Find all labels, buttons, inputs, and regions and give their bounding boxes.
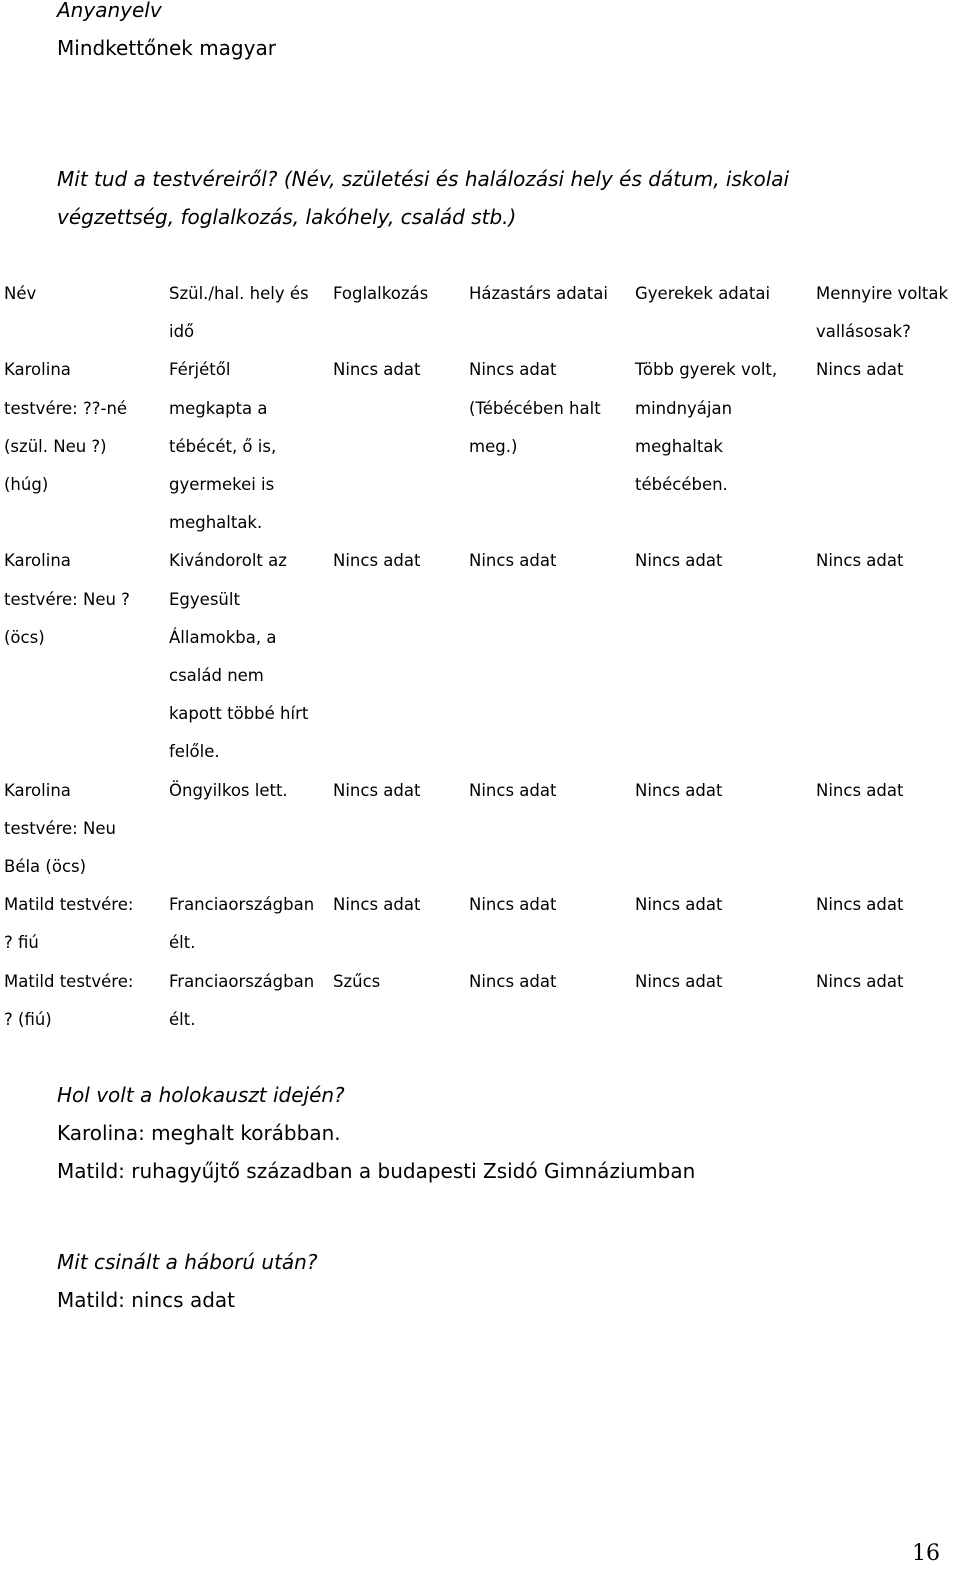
table-cell — [333, 886, 469, 962]
section-siblings — [57, 160, 789, 236]
table-cell — [635, 886, 816, 962]
cell-line: Nincs adat — [469, 551, 557, 571]
table-cell — [469, 772, 635, 887]
table-cell — [169, 772, 333, 887]
cell-line: Nincs adat — [635, 895, 723, 915]
section-mother-tongue — [57, 0, 276, 67]
table-cell — [816, 772, 958, 887]
table-cell — [4, 275, 169, 351]
table-row — [4, 772, 958, 887]
cell-line: kapott többé hírt — [169, 704, 309, 724]
cell-line: Nincs adat — [816, 895, 904, 915]
table-cell — [4, 351, 169, 542]
cell-line: Nincs adat — [816, 360, 904, 380]
answer-holocaust-matild: Matild: ruhagyűjtő században a budapesti Zsidó Gimnáziumban — [57, 1159, 696, 1183]
table-cell — [635, 351, 816, 542]
cell-line: Nincs adat — [333, 551, 421, 571]
cell-line: ? fiú — [4, 933, 39, 953]
section-after-war — [57, 1243, 317, 1319]
table-cell — [333, 963, 469, 1039]
cell-line: család nem — [169, 666, 264, 686]
table-row — [4, 542, 958, 771]
cell-line: élt. — [169, 1009, 196, 1029]
question-siblings-line1: Mit tud a testvéreiről? (Név, születési és halálozási hely és dátum, iskolai — [57, 167, 790, 191]
cell-line: felőle. — [169, 742, 220, 762]
table-cell — [333, 772, 469, 887]
cell-line: testvére: Neu — [4, 818, 116, 838]
table-cell — [635, 772, 816, 887]
table-cell — [816, 886, 958, 962]
cell-line: ? (fiú) — [4, 1009, 52, 1029]
table-cell — [816, 351, 958, 542]
cell-line: Kivándorolt az — [169, 551, 287, 571]
cell-line: mindnyájan — [635, 398, 733, 418]
cell-line: Nincs adat — [816, 551, 904, 571]
cell-line: (Tébécében halt — [469, 398, 601, 418]
cell-line: Franciaországban — [169, 895, 315, 915]
cell-line: Öngyilkos lett. — [169, 780, 288, 800]
cell-line: Nincs adat — [816, 780, 904, 800]
cell-line: Karolina — [4, 780, 71, 800]
cell-line: Matild testvére: — [4, 971, 134, 991]
answer-after-war: Matild: nincs adat — [57, 1288, 235, 1312]
cell-line: Karolina — [4, 551, 71, 571]
cell-line: vallásosak? — [816, 322, 911, 342]
cell-line: Nincs adat — [333, 895, 421, 915]
table-row — [4, 963, 958, 1039]
cell-line: Nincs adat — [333, 780, 421, 800]
cell-line: (húg) — [4, 475, 49, 495]
table-cell — [469, 963, 635, 1039]
table-cell — [169, 275, 333, 351]
cell-line: Nincs adat — [635, 971, 723, 991]
table-cell — [816, 963, 958, 1039]
table-cell — [169, 886, 333, 962]
section-holocaust — [57, 1076, 695, 1190]
table-row — [4, 886, 958, 962]
table-cell — [169, 351, 333, 542]
cell-line: Foglalkozás — [333, 284, 429, 303]
siblings-table — [4, 275, 958, 1039]
cell-line: meghaltak — [635, 436, 723, 456]
cell-line: Nincs adat — [635, 780, 723, 800]
table-cell — [169, 542, 333, 771]
table-cell — [4, 886, 169, 962]
cell-line: Nincs adat — [469, 360, 557, 380]
cell-line: idő — [169, 322, 195, 342]
page-number: 16 — [912, 1541, 940, 1566]
table-cell — [333, 542, 469, 771]
cell-line: Béla (öcs) — [4, 857, 87, 877]
cell-line: testvére: Neu ? — [4, 589, 130, 609]
cell-line: (öcs) — [4, 627, 45, 647]
table-cell — [469, 542, 635, 771]
table-cell — [469, 275, 635, 351]
cell-line: Matild testvére: — [4, 895, 134, 915]
table-cell — [4, 963, 169, 1039]
table-cell — [635, 275, 816, 351]
table-cell — [816, 275, 958, 351]
cell-line: Mennyire voltak — [816, 284, 949, 303]
cell-line: Nincs adat — [469, 895, 557, 915]
cell-line: Franciaországban — [169, 971, 315, 991]
cell-line: Több gyerek volt, — [635, 360, 778, 380]
table-cell — [333, 275, 469, 351]
cell-line: Államokba, a — [169, 627, 277, 647]
table-cell — [635, 542, 816, 771]
answer-mother-tongue: Mindkettőnek magyar — [57, 36, 276, 60]
table-header-row — [4, 275, 958, 351]
cell-line: élt. — [169, 933, 196, 953]
table-cell — [469, 351, 635, 542]
cell-line: Egyesült — [169, 589, 240, 609]
cell-line: Szűcs — [333, 971, 381, 991]
cell-line: tébécét, ő is, — [169, 436, 277, 456]
cell-line: Nincs adat — [469, 971, 557, 991]
cell-line: Nincs adat — [469, 780, 557, 800]
table-cell — [4, 772, 169, 887]
cell-line: Férjétől — [169, 360, 231, 380]
question-after-war: Mit csinált a háború után? — [57, 1250, 318, 1274]
cell-line: meg.) — [469, 436, 518, 456]
question-siblings-line2: végzettség, foglalkozás, lakóhely, család stb.) — [57, 205, 517, 229]
cell-line: meghaltak. — [169, 513, 263, 533]
table-cell — [816, 542, 958, 771]
cell-line: megkapta a — [169, 398, 268, 418]
cell-line: Gyerekek adatai — [635, 284, 771, 303]
table-cell — [333, 351, 469, 542]
cell-line: (szül. Neu ?) — [4, 436, 107, 456]
table-cell — [169, 963, 333, 1039]
cell-line: testvére: ??-né — [4, 398, 128, 418]
table-cell — [4, 542, 169, 771]
cell-line: tébécében. — [635, 475, 728, 495]
cell-line: gyermekei is — [169, 475, 275, 495]
cell-line: Karolina — [4, 360, 71, 380]
table-cell — [635, 963, 816, 1039]
cell-line: Név — [4, 284, 37, 303]
question-holocaust: Hol volt a holokauszt idején? — [57, 1083, 345, 1107]
table-row — [4, 351, 958, 542]
cell-line: Házastárs adatai — [469, 284, 608, 303]
question-mother-tongue: Anyanyelv — [57, 0, 162, 22]
cell-line: Nincs adat — [816, 971, 904, 991]
cell-line: Nincs adat — [635, 551, 723, 571]
answer-holocaust-karolina: Karolina: meghalt korábban. — [57, 1121, 341, 1145]
cell-line: Szül./hal. hely és — [169, 284, 309, 303]
cell-line: Nincs adat — [333, 360, 421, 380]
table-cell — [469, 886, 635, 962]
